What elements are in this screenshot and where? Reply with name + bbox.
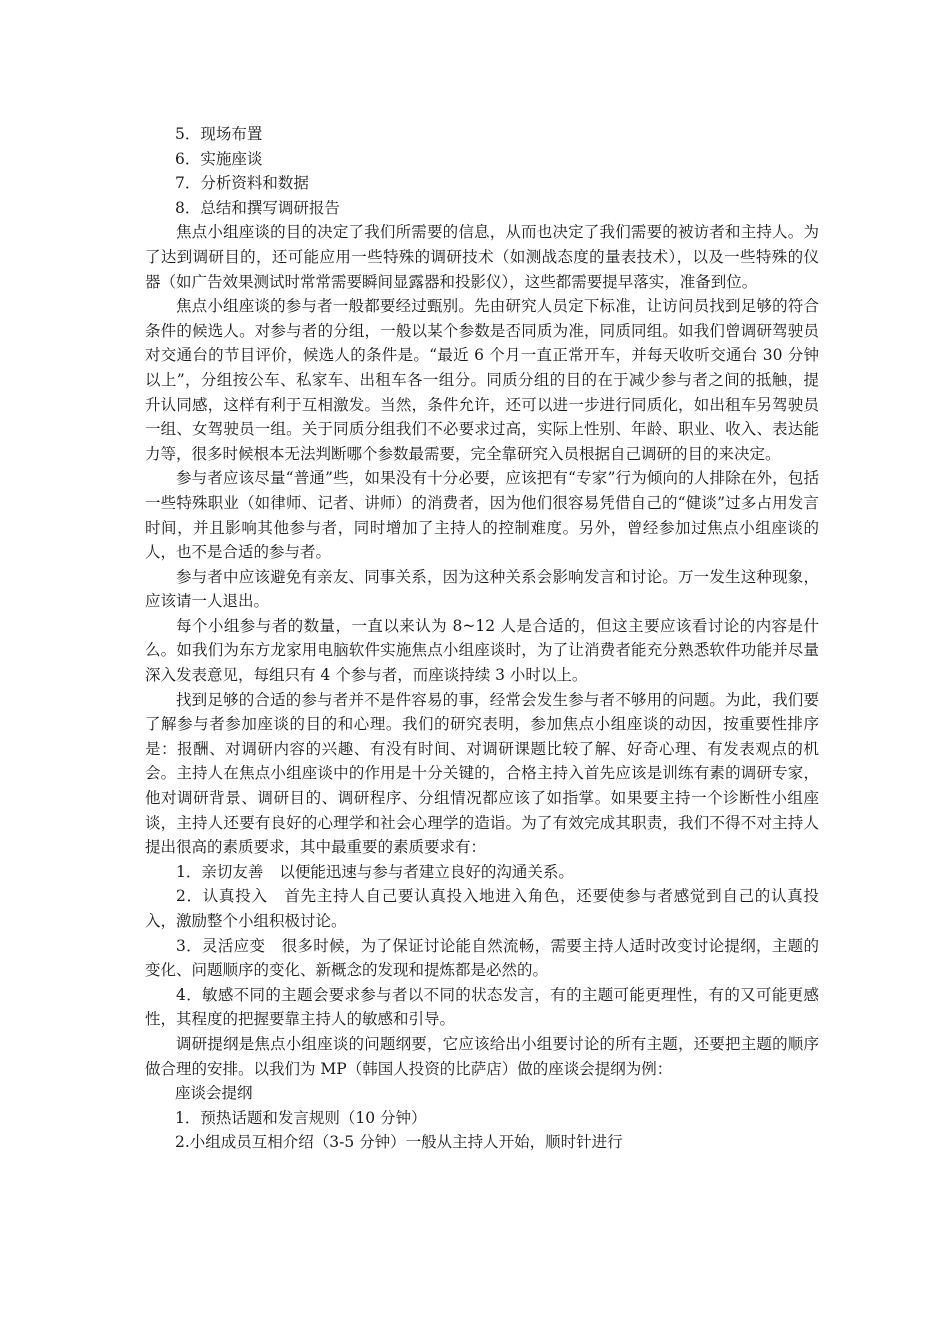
- document-page: [145, 122, 819, 1155]
- quality-desc: 首先主持人自己要认真投入地进入角色，还要使参与者感觉到自己的认真投入，激励整个小组积极讨论。: [145, 887, 819, 930]
- quality-item: [145, 860, 819, 885]
- outline-item: 1．预热话题和发言规则（10 分钟）: [175, 1108, 427, 1127]
- quality-item: [145, 884, 819, 933]
- step-item: 8．总结和撰写调研报告: [175, 198, 340, 217]
- quality-term: 4．敏感不同的主题会要求参与者以不同的状态发言，有的主题可能更理性，有的又可能更感性，其程度的把握要靠主持人的敏感和引导。: [145, 985, 819, 1029]
- paragraph-avoid-relations: 参与者中应该避免有亲友、同事关系，因为这种关系会影响发言和讨论。万一发生这种现象，应该请一人退出。: [145, 567, 819, 611]
- quality-term: 1．亲切友善: [176, 862, 264, 881]
- paragraph-screening: 焦点小组座谈的参与者一般都要经过甄别。先由研究人员定下标准，让访问员找到足够的符合条件的候选人。对参与者的分组，一般以某个参数是否同质为准，同质同组。如我们曾调研驾驶员对交通台的节目评价，候选人的条件是。“最近 6 个月一直正常开车，并每天收听交通台 30 分钟以上”，分组按公车、私家车、出租车各一组分。同质分组的目的在于减少参与者之间的抵触，提升认同感，这样有利于互相激发。当然，条件允许，还可以进一步进行同质化，如出租车另驾驶员一组、女驾驶员一组。关于同质分组我们不必要求过高，实际上性别、年龄、职业、收入、表达能力等，很多时候根本无法判断哪个参数最需要，完全靠研究入员根据自己调研的目的来决定。: [145, 297, 819, 463]
- outline-item: 2.小组成员互相介绍（3-5 分钟）一般从主持人开始，顺时针进行: [175, 1133, 623, 1152]
- step-item: 6．实施座谈: [175, 149, 263, 168]
- paragraph-group-size: 每个小组参与者的数量，一直以来认为 8~12 人是合适的，但这主要应该看讨论的内容是什么。如我们为东方龙家用电脑软件实施焦点小组座谈时，为了让消费者能充分熟悉软件功能并尽量深入发表意见，每组只有 4 个参与者，而座谈持续 3 小时以上。: [145, 616, 819, 685]
- quality-item: [145, 934, 819, 983]
- outline-title: 座谈会提纲: [175, 1084, 253, 1103]
- step-item: 5．现场布置: [175, 125, 263, 143]
- quality-item: [145, 983, 819, 1032]
- quality-desc: 很多时候，为了保证讨论能自然流畅，需要主持人适时改变讨论提纲，主题的变化、问题顺序的变化、新概念的发现和提炼都是必然的。: [145, 936, 819, 980]
- paragraph-moderator: 找到足够的合适的参与者并不是件容易的事，经常会发生参与者不够用的问题。为此，我们要了解参与者参加座谈的目的和心理。我们的研究表明，参加焦点小组座谈的动因，按重要性排序是：报酬、对调研内容的兴趣、有没有时间、对调研课题比较了解、好奇心理、有发表观点的机会。主持人在焦点小组座谈中的作用是十分关键的，合格主持入首先应该是训练有素的调研专家，他对调研背景、调研目的、调研程序、分组情况都应该了如指掌。如果要主持一个诊断性小组座谈，主持人还要有良好的心理学和社会心理学的造诣。为了有效完成其职责，我们不得不对主持人提出很高的素质要求，其中最重要的素质要求有：: [145, 690, 819, 857]
- paragraph-ordinary-participants: 参与者应该尽量“普通”些，如果没有十分必要，应该把有“专家”行为倾向的人排除在外，包括一些特殊职业（如律师、记者、讲师）的消费者，因为他们很容易凭借自己的“健谈”过多占用发言时间，并且影响其他参与者，同时增加了主持人的控制难度。另外，曾经参加过焦点小组座谈的人，也不是合适的参与者。: [145, 469, 819, 562]
- quality-term: 3．灵活应变: [176, 936, 266, 955]
- quality-desc: 以便能迅速与参与者建立良好的沟通关系。: [279, 862, 574, 881]
- paragraph-purpose: 焦点小组座谈的目的决定了我们所需要的信息，从而也决定了我们需要的被访者和主持人。为了达到调研目的，还可能应用一些特殊的调研技术（如测战态度的量表技术），以及一些特殊的仪器（如广告效果测试时常常需要瞬间显露器和投影仪），这些都需要提早落实，准备到位。: [145, 223, 819, 291]
- paragraph-outline-intro: 调研提纲是焦点小组座谈的问题纲要，它应该给出小组要讨论的所有主题，还要把主题的顺序做合理的安排。以我们为 MP（韩国人投资的比萨店）做的座谈会提纲为例：: [145, 1034, 819, 1078]
- quality-term: 2．认真投入: [176, 887, 268, 906]
- step-item: 7．分析资料和数据: [175, 174, 309, 193]
